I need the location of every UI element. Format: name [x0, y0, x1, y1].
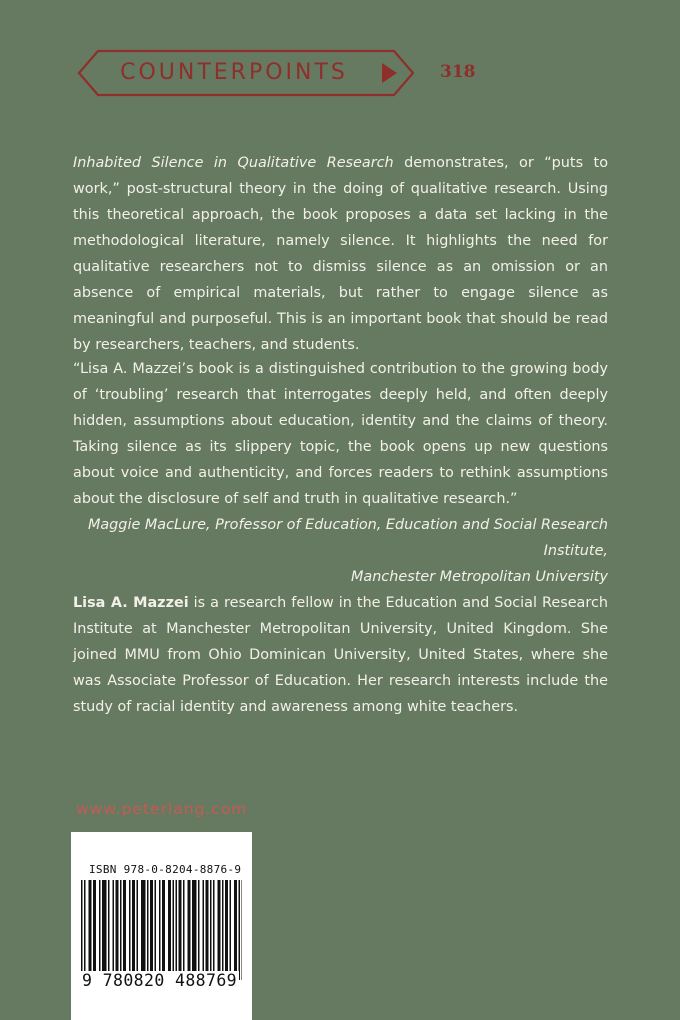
barcode-bar [218, 880, 220, 972]
description-text: demonstrates, or “puts to work,” post-structural theory in the doing of qualitative research. Using this theoretical approach, the book proposes a data set lacking in the methodological literature, namely silence. It highlights the need for qualitative researchers not to dismiss silence as an omission or an absence of empirical materials, but rather to engage silence as meaningful and purposeful. This is an important book that should be read by researchers, teachers, and students. [73, 155, 608, 353]
barcode-bar [150, 880, 152, 972]
barcode-bar [89, 880, 91, 972]
barcode-bar [188, 880, 190, 972]
barcode-bar [207, 880, 209, 972]
isbn-label: ISBN 978-0-8204-8876-9 [89, 863, 242, 876]
attribution-line-1: Maggie MacLure, Professor of Education, Education and Social Research Institute, [87, 517, 608, 559]
barcode-bar [164, 880, 166, 980]
barcode-bar [95, 880, 97, 972]
barcode-bar [183, 880, 185, 972]
barcode-bar [192, 880, 194, 972]
barcode-bar [152, 880, 154, 972]
barcode-bar [210, 880, 212, 972]
bio-text: is a research fellow in the Education and Social Research Institute at Manchester Metropolitan University, United Kingdom. She joined MMU from Ohio Dominican University, United States, where she was Associate Professor of Education. Her research interests include the study of racial identity and awareness among white teachers. [73, 595, 608, 715]
barcode-bar [227, 880, 229, 972]
barcode-bar [147, 880, 149, 972]
barcode-bar [113, 880, 115, 972]
endorsement-attribution [73, 512, 608, 590]
barcode-bar [116, 880, 118, 972]
barcode-bar [242, 880, 243, 980]
barcode-bar [189, 880, 191, 972]
barcode-bar [219, 880, 221, 972]
barcode-bar [141, 880, 143, 972]
barcode-bar [123, 880, 125, 972]
endorsement-quote: “Lisa A. Mazzei’s book is a distinguished contribution to the growing body of ‘troubling’ research that interrogates deeply held, and often deeply hidden, assumptions about education, identity and the claims of theory. Taking silence as its slippery topic, the book opens up new questions about voice and authenticity, and forces readers to rethink assumptions about the disclosure of self and truth in qualitative research.” [73, 361, 608, 507]
barcode-bar [99, 880, 101, 972]
book-title: Inhabited Silence in Qualitative Research [73, 155, 394, 171]
barcode-bar [102, 880, 104, 972]
author-bio [73, 590, 608, 720]
barcode-bar [117, 880, 119, 972]
barcode-bar [173, 880, 175, 972]
barcode-bar [105, 880, 107, 972]
barcode-bar [198, 880, 200, 972]
barcode-bar [143, 880, 145, 972]
barcode-bar [81, 880, 83, 980]
barcode-bar [194, 880, 196, 972]
barcode-bar [129, 880, 131, 972]
barcode-bar [179, 880, 181, 972]
publisher-website[interactable]: www.peterlang.com [76, 800, 248, 818]
attribution-line-2: Manchester Metropolitan University [350, 569, 608, 585]
barcode-bar [134, 880, 136, 972]
barcode-bar [137, 880, 139, 972]
barcode-bar [213, 880, 215, 972]
series-logo [76, 48, 416, 98]
barcode-bar [195, 880, 197, 972]
barcode-bar [236, 880, 238, 972]
barcode-bar [170, 880, 172, 972]
barcode-bar [225, 880, 227, 972]
series-number: 318 [440, 62, 476, 82]
barcode-bar [120, 880, 122, 972]
barcode-bar [90, 880, 92, 972]
barcode-bar [104, 880, 106, 972]
barcode-bar [144, 880, 146, 972]
barcode-bar [162, 880, 164, 980]
book-description [73, 150, 608, 358]
barcode-bar [93, 880, 95, 972]
isbn-barcode [71, 832, 252, 1020]
barcode-bar [176, 880, 178, 972]
barcode-bar [125, 880, 127, 972]
barcode-bar [203, 880, 205, 972]
barcode-bar [234, 880, 236, 972]
barcode-bar [155, 880, 157, 972]
barcode-bar [180, 880, 182, 972]
barcode-digits: 9 780820 488769 [82, 971, 238, 990]
barcode-bar [84, 880, 86, 980]
barcode-bars [81, 880, 242, 980]
author-name: Lisa A. Mazzei [73, 595, 189, 611]
barcode-bar [159, 880, 161, 972]
barcode-bar [168, 880, 170, 972]
barcode-bar [230, 880, 232, 972]
barcode-bar [239, 880, 241, 980]
series-name: COUNTERPOINTS [120, 60, 348, 85]
barcode-bar [132, 880, 134, 972]
barcode-bar [222, 880, 224, 972]
barcode-bar [108, 880, 110, 972]
barcode-bar [206, 880, 208, 972]
